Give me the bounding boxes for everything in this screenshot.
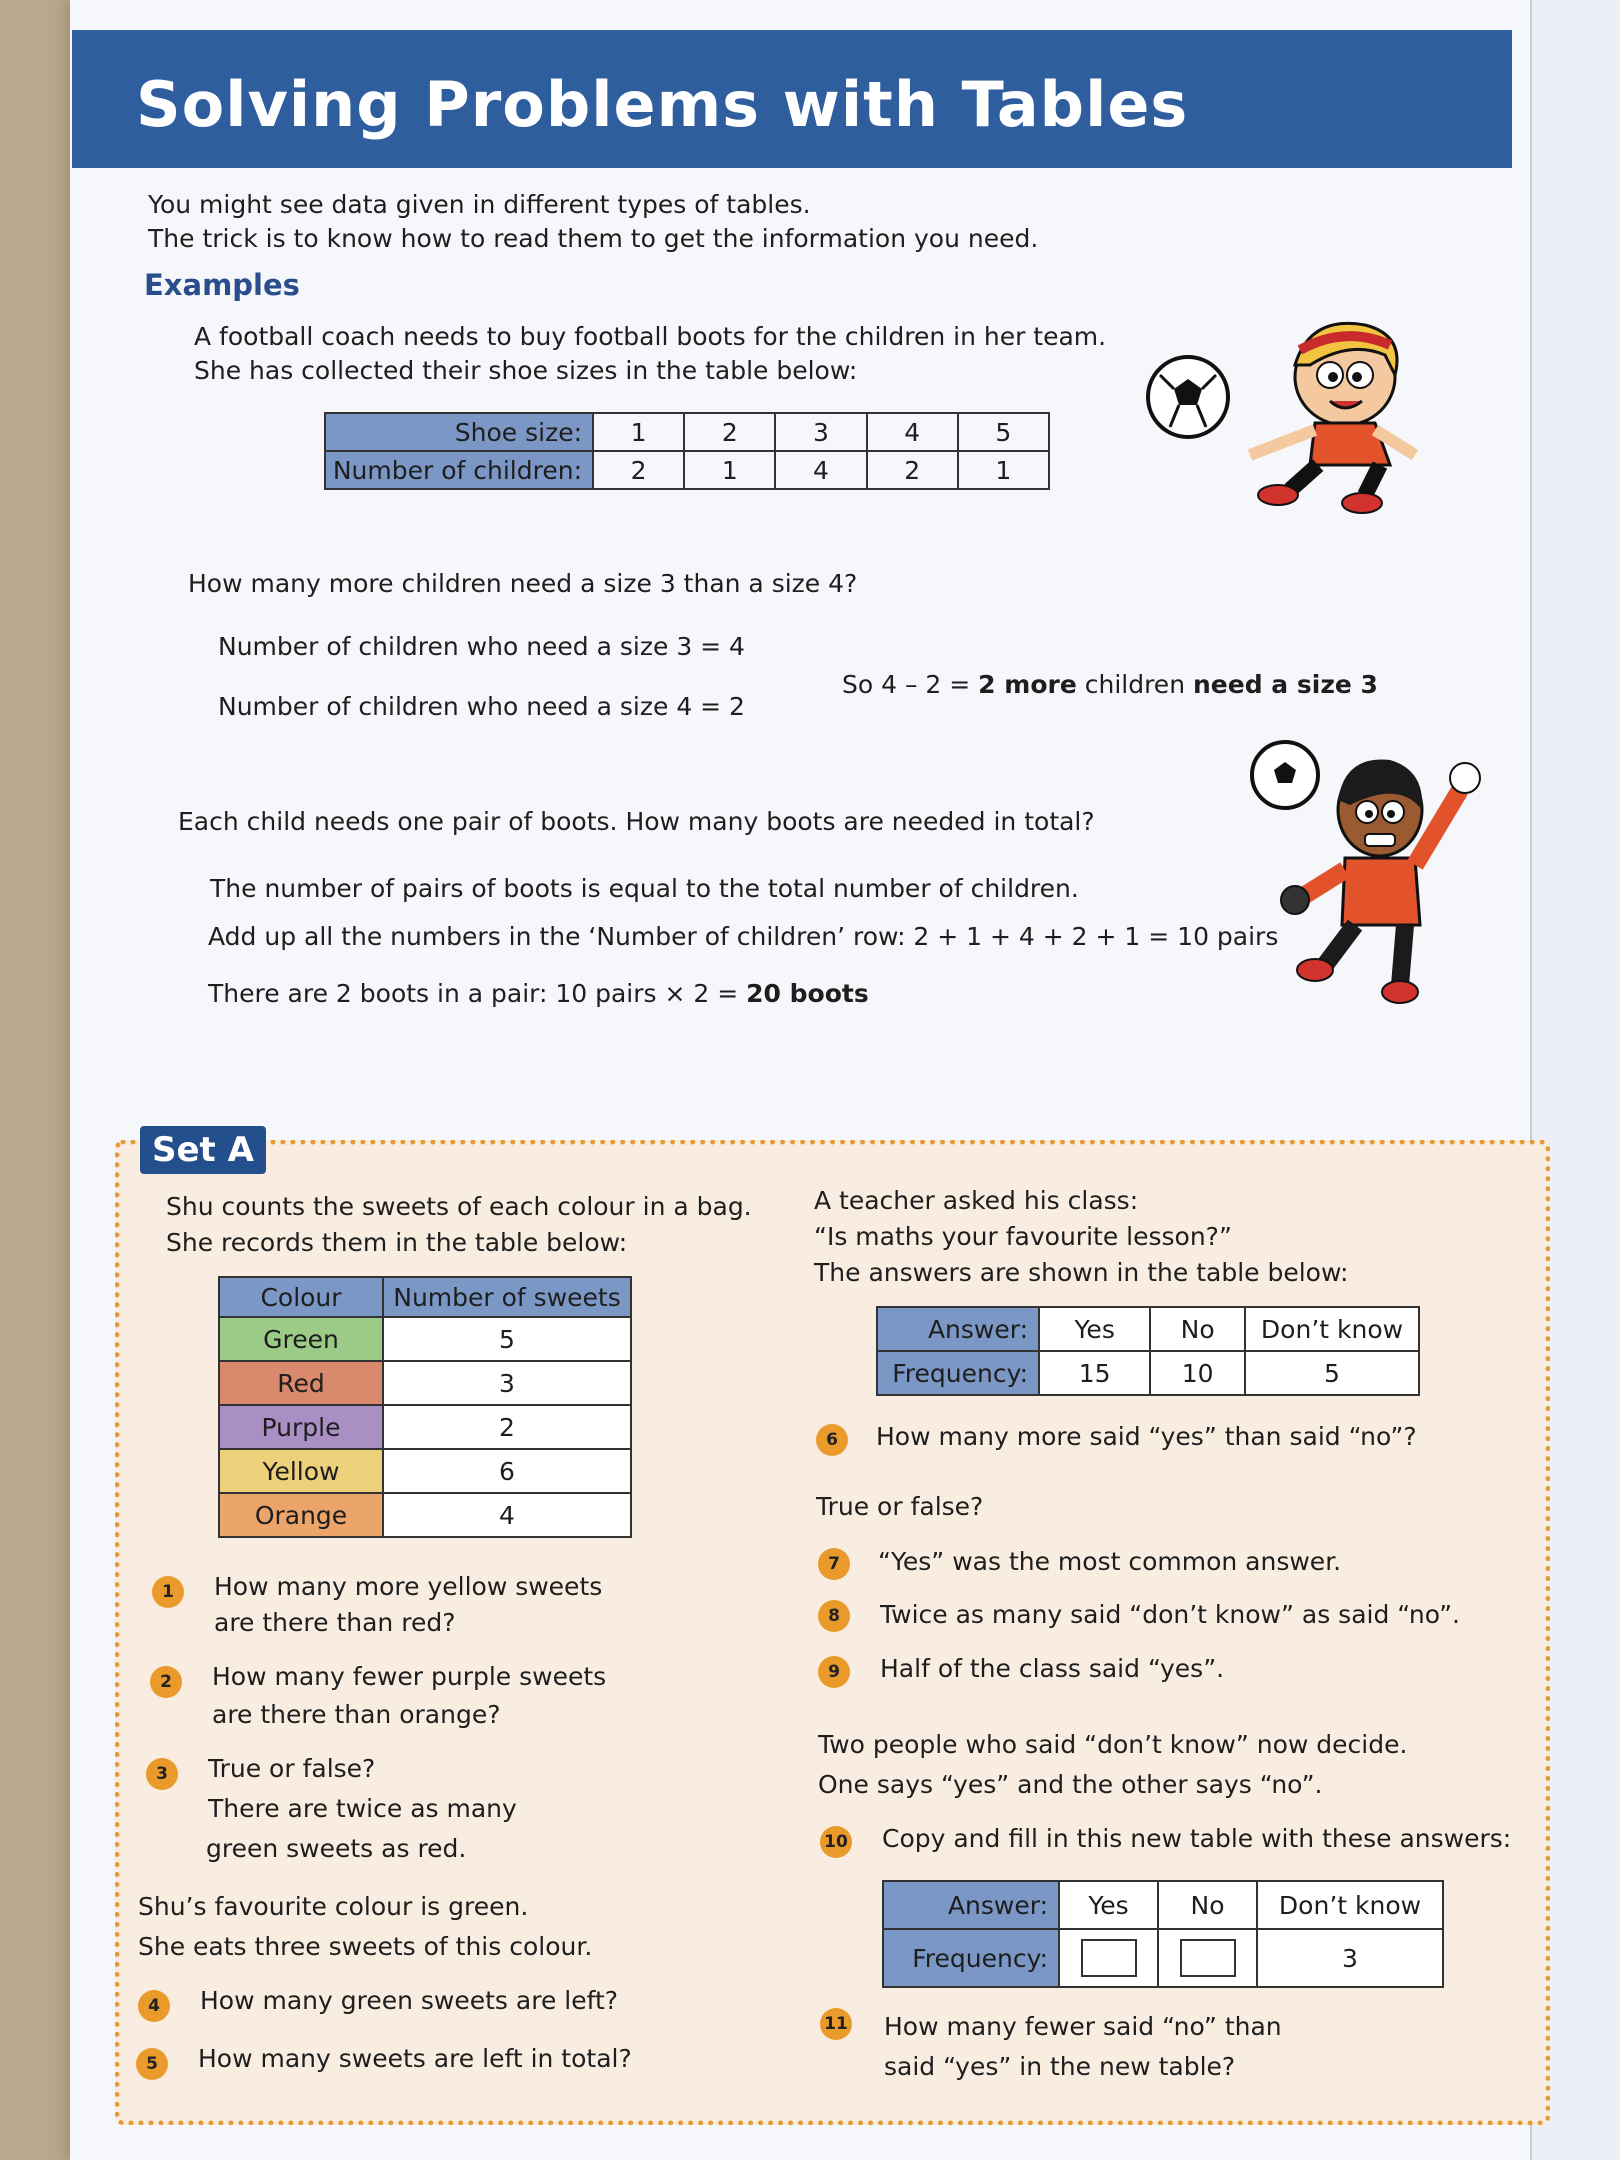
- children-cell: 1: [958, 451, 1049, 489]
- sweets-header-number: Number of sweets: [383, 1277, 631, 1317]
- q3-line-1: True or false?: [208, 1754, 376, 1783]
- new-answer-cell: Don’t know: [1257, 1881, 1443, 1929]
- title-banner: [72, 30, 1512, 168]
- answer-cell: Yes: [1039, 1307, 1150, 1351]
- no-blank-cell[interactable]: [1158, 1929, 1257, 1987]
- yes-blank-cell[interactable]: [1059, 1929, 1158, 1987]
- intro-line-1: You might see data given in different types of tables.: [148, 190, 811, 219]
- new-answer-cell: No: [1158, 1881, 1257, 1929]
- answer-mid: children: [1076, 670, 1193, 699]
- colour-cell: Purple: [219, 1405, 383, 1449]
- children-cell: 2: [593, 451, 684, 489]
- set-a-label: Set A: [140, 1126, 266, 1174]
- survey-table: [876, 1306, 1420, 1396]
- new-dontknow-cell: 3: [1257, 1929, 1443, 1987]
- example1-line-1: Number of children who need a size 3 = 4: [218, 632, 745, 661]
- count-cell: 3: [383, 1361, 631, 1405]
- change-text-2: One says “yes” and the other says “no”.: [818, 1770, 1323, 1799]
- answer-bold-2: need a size 3: [1192, 670, 1378, 699]
- example1-line-2: Number of children who need a size 4 = 2: [218, 692, 745, 721]
- q8-text: Twice as many said “don’t know” as said “no”.: [880, 1600, 1461, 1629]
- question-number-6: 6: [816, 1424, 848, 1456]
- new-frequency-label: Frequency:: [883, 1929, 1059, 1987]
- size-cell: 3: [775, 413, 866, 451]
- question-number-7: 7: [818, 1548, 850, 1580]
- answer-cell: No: [1150, 1307, 1245, 1351]
- q10-text: Copy and fill in this new table with these answers:: [882, 1824, 1512, 1853]
- q3-line-2: There are twice as many: [208, 1794, 517, 1823]
- count-cell: 6: [383, 1449, 631, 1493]
- count-cell: 4: [383, 1493, 631, 1537]
- answer-bold-1: 2 more: [978, 670, 1077, 699]
- new-answer-label: Answer:: [883, 1881, 1059, 1929]
- sweets-header-colour: Colour: [219, 1277, 383, 1317]
- size-cell: 5: [958, 413, 1049, 451]
- change-text-1: Two people who said “don’t know” now decide.: [818, 1730, 1408, 1759]
- question-number-9: 9: [818, 1656, 850, 1688]
- no-answer-box[interactable]: [1180, 1939, 1236, 1977]
- page-title: Solving Problems with Tables: [136, 68, 1189, 141]
- q7-text: “Yes” was the most common answer.: [878, 1547, 1342, 1576]
- size-cell: 1: [593, 413, 684, 451]
- shoe-size-label: Shoe size:: [325, 413, 593, 451]
- examples-heading: Examples: [144, 268, 300, 302]
- answer-cell: Don’t know: [1245, 1307, 1419, 1351]
- right-intro-1: A teacher asked his class:: [814, 1186, 1139, 1215]
- true-false-label: True or false?: [816, 1492, 984, 1521]
- shoe-size-table: [324, 412, 1050, 490]
- question-number-4: 4: [138, 1990, 170, 2022]
- new-answer-cell: Yes: [1059, 1881, 1158, 1929]
- children-label: Number of children:: [325, 451, 593, 489]
- children-cell: 1: [684, 451, 775, 489]
- example1-answer: [842, 668, 1378, 702]
- q2-line-1: How many fewer purple sweets: [212, 1662, 607, 1691]
- yes-answer-box[interactable]: [1081, 1939, 1137, 1977]
- question-number-1: 1: [152, 1576, 184, 1608]
- survey-frequency-label: Frequency:: [877, 1351, 1039, 1395]
- q3-line-3: green sweets as red.: [206, 1834, 467, 1863]
- question-number-2: 2: [150, 1666, 182, 1698]
- example2-line-3: [208, 977, 869, 1011]
- example1-question: How many more children need a size 3 than a size 4?: [188, 569, 858, 598]
- q11-line-1: How many fewer said “no” than: [884, 2012, 1282, 2041]
- q11-line-2: said “yes” in the new table?: [884, 2052, 1236, 2081]
- q6-text: How many more said “yes” than said “no”?: [876, 1422, 1417, 1451]
- new-survey-table: [882, 1880, 1444, 1988]
- q5-text: How many sweets are left in total?: [198, 2044, 632, 2073]
- size-cell: 4: [867, 413, 958, 451]
- example1-text-2: She has collected their shoe sizes in the table below:: [194, 356, 858, 385]
- example2-line-1: The number of pairs of boots is equal to the total number of children.: [210, 874, 1079, 903]
- question-number-5: 5: [136, 2048, 168, 2080]
- colour-cell: Green: [219, 1317, 383, 1361]
- q9-text: Half of the class said “yes”.: [880, 1654, 1225, 1683]
- children-cell: 4: [775, 451, 866, 489]
- q2-line-2: are there than orange?: [212, 1700, 501, 1729]
- survey-answer-label: Answer:: [877, 1307, 1039, 1351]
- q1-line-1: How many more yellow sweets: [214, 1572, 603, 1601]
- question-number-10: 10: [820, 1826, 852, 1858]
- set-a-left-intro-1: Shu counts the sweets of each colour in a bag.: [166, 1192, 752, 1221]
- count-cell: 2: [383, 1405, 631, 1449]
- colour-cell: Yellow: [219, 1449, 383, 1493]
- question-number-3: 3: [146, 1758, 178, 1790]
- frequency-cell: 10: [1150, 1351, 1245, 1395]
- line3-pre: There are 2 boots in a pair: 10 pairs × 2 =: [208, 979, 747, 1008]
- shu-text-2: She eats three sweets of this colour.: [138, 1932, 593, 1961]
- question-number-8: 8: [818, 1600, 850, 1632]
- right-intro-2: “Is maths your favourite lesson?”: [814, 1222, 1232, 1251]
- frequency-cell: 5: [1245, 1351, 1419, 1395]
- count-cell: 5: [383, 1317, 631, 1361]
- frequency-cell: 15: [1039, 1351, 1150, 1395]
- q4-text: How many green sweets are left?: [200, 1986, 619, 2015]
- girl-football-illustration: [1140, 305, 1440, 515]
- shu-text-1: Shu’s favourite colour is green.: [138, 1892, 529, 1921]
- size-cell: 2: [684, 413, 775, 451]
- colour-cell: Orange: [219, 1493, 383, 1537]
- example1-text-1: A football coach needs to buy football boots for the children in her team.: [194, 322, 1107, 351]
- colour-cell: Red: [219, 1361, 383, 1405]
- example2-question: Each child needs one pair of boots. How many boots are needed in total?: [178, 807, 1095, 836]
- right-intro-3: The answers are shown in the table below:: [814, 1258, 1349, 1287]
- answer-pre: So 4 – 2 =: [842, 670, 979, 699]
- line3-bold: 20 boots: [746, 979, 869, 1008]
- boy-goalkeeper-illustration: [1250, 730, 1500, 1020]
- q1-line-2: are there than red?: [214, 1608, 456, 1637]
- example2-line-2: Add up all the numbers in the ‘Number of children’ row: 2 + 1 + 4 + 2 + 1 = 10 pairs: [208, 922, 1279, 951]
- set-a-left-intro-2: She records them in the table below:: [166, 1228, 628, 1257]
- children-cell: 2: [867, 451, 958, 489]
- question-number-11: 11: [820, 2008, 852, 2040]
- intro-line-2: The trick is to know how to read them to get the information you need.: [148, 224, 1039, 253]
- sweets-table: [218, 1276, 632, 1538]
